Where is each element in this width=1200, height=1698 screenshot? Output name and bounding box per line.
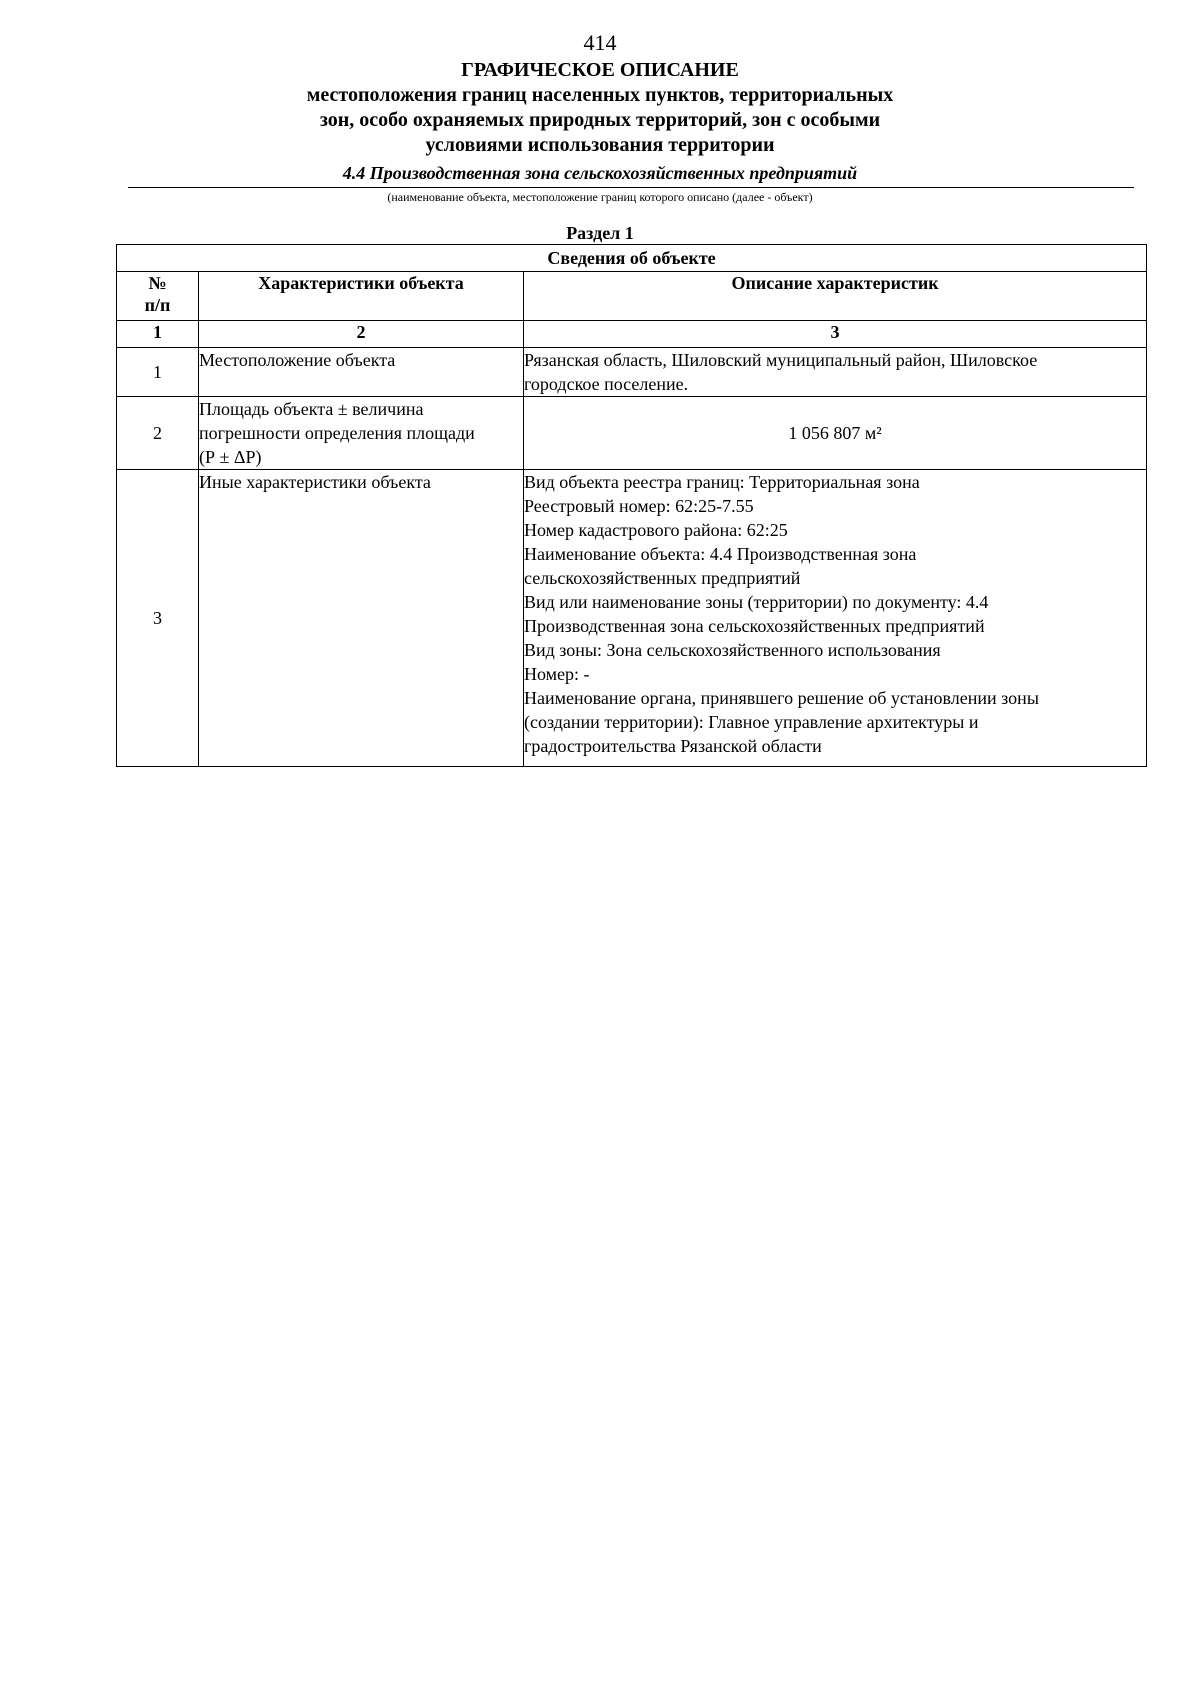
table-row — [117, 470, 1147, 767]
table-header-row — [117, 272, 1147, 321]
column-header-number — [117, 272, 199, 321]
description-line: Наименование органа, принявшего решение об установлении зоны — [524, 688, 1039, 708]
column-header-number-text: № п/п — [144, 273, 171, 315]
column-header-characteristics: Характеристики объекта — [199, 272, 524, 321]
page-number: 414 — [583, 30, 617, 55]
row-number: 3 — [117, 470, 199, 767]
description-line: Номер кадастрового района: 62:25 — [524, 520, 788, 540]
description-line: Вид зоны: Зона сельскохозяйственного использования — [524, 640, 941, 660]
description-line: городское поселение. — [524, 374, 689, 394]
table-row — [117, 348, 1147, 397]
row-description — [524, 470, 1147, 767]
description-line: Вид или наименование зоны (территории) по документу: 4.4 — [524, 592, 989, 612]
table-title: Сведения об объекте — [117, 245, 1147, 272]
row-characteristic: Иные характеристики объекта — [199, 470, 524, 767]
description-line: Производственная зона сельскохозяйственных предприятий — [524, 616, 985, 636]
object-name: 4.4 Производственная зона сельскохозяйственных предприятий — [342, 163, 858, 183]
document-title-block — [0, 58, 1200, 158]
characteristic-line: погрешности определения площади — [199, 423, 475, 443]
object-info-table — [116, 244, 1147, 767]
description-line: сельскохозяйственных предприятий — [524, 568, 801, 588]
document-subtitle-line-2: зон, особо охраняемых природных территорий, зон с особыми — [319, 109, 881, 131]
description-line: Рязанская область, Шиловский муниципальный район, Шиловское — [524, 350, 1038, 370]
column-number-3: 3 — [524, 321, 1147, 348]
description-line: Номер: - — [524, 664, 590, 684]
characteristic-line: (Р ± ΔР) — [199, 447, 262, 467]
row-characteristic — [199, 397, 524, 470]
table-row — [117, 397, 1147, 470]
row-number: 1 — [117, 348, 199, 397]
description-line: (создании территории): Главное управление архитектуры и — [524, 712, 979, 732]
object-name-caption: (наименование объекта, местоположение границ которого описано (далее - объект) — [387, 190, 813, 204]
description-line: Наименование объекта: 4.4 Производственная зона — [524, 544, 917, 564]
description-line: градостроительства Рязанской области — [524, 736, 822, 756]
row-description — [524, 348, 1147, 397]
characteristic-line: Площадь объекта ± величина — [199, 399, 424, 419]
row-characteristic: Местоположение объекта — [199, 348, 524, 397]
row-number: 2 — [117, 397, 199, 470]
description-line: Реестровый номер: 62:25-7.55 — [524, 496, 754, 516]
table-column-numbers-row — [117, 321, 1147, 348]
section-title: Раздел 1 — [566, 223, 634, 243]
column-number-2: 2 — [199, 321, 524, 348]
object-name-underline — [128, 187, 1134, 188]
column-number-1: 1 — [117, 321, 199, 348]
column-header-description: Описание характеристик — [524, 272, 1147, 321]
description-line: Вид объекта реестра границ: Территориальная зона — [524, 472, 920, 492]
document-subtitle-line-3: условиями использования территории — [425, 134, 775, 156]
document-subtitle-line-1: местоположения границ населенных пунктов, территориальных — [306, 84, 894, 106]
row-description: 1 056 807 м² — [524, 397, 1147, 470]
document-title: ГРАФИЧЕСКОЕ ОПИСАНИЕ — [461, 59, 739, 81]
